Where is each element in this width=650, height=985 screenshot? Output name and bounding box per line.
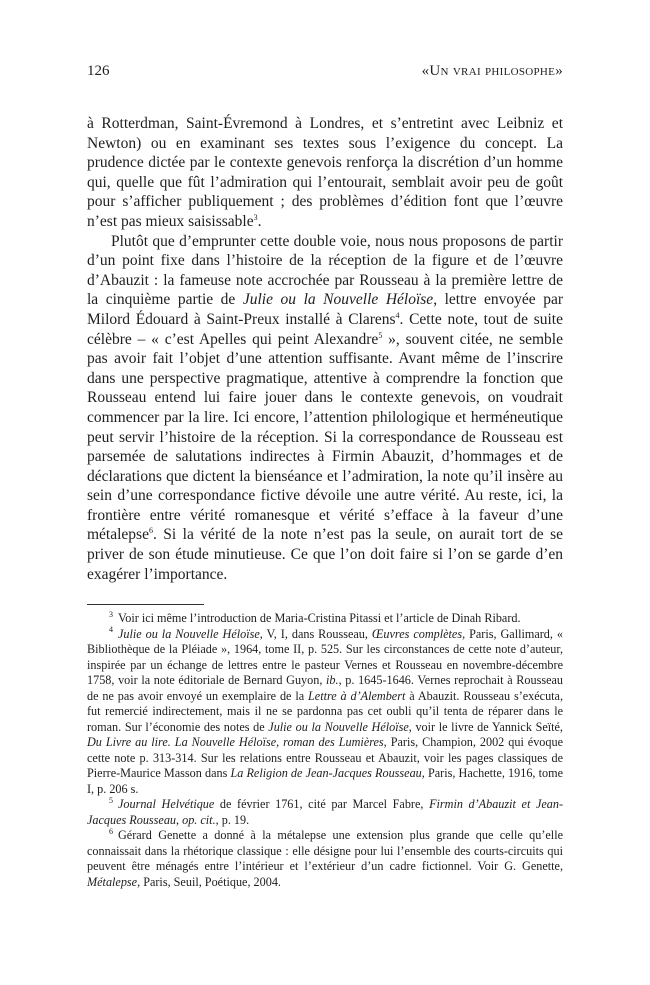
footnote-separator	[87, 604, 204, 605]
footnote-3	[87, 611, 563, 627]
footnote-5-opcit: op. cit.	[182, 812, 216, 827]
footnote-4-text-g: , Paris, Hachette, 1916, tome I, p. 206 s.	[87, 766, 563, 796]
paragraph-1-text: à Rotterdman, Saint-Évremond à Londres, et s’entretint avec Leibniz et Newton) ou en examinant ses textes sous l’exigence du concept. La prudence dictée par le contexte genevois renforça la discrétion d’un homme qui, quelle que fût l’admiration qui l’entourait, semblait avoir peu de goût pour s’afficher publiquement ; des problèmes d’édition font que l’œuvre n’est pas mieux saisissable	[87, 115, 563, 230]
footnote-4	[87, 627, 563, 798]
footnote-ref-4: 4	[395, 310, 400, 320]
paragraph-2-text-b: , lettre envoyée par Milord Édouard à Saint-Preux installé à Clarens	[87, 291, 563, 328]
footnote-4-text-a: , V, I, dans Rousseau,	[259, 626, 372, 641]
footnote-6	[87, 828, 563, 890]
footnote-4-ib: ib.	[326, 673, 339, 687]
footnote-4-livre: Du Livre au lire. La Nouvelle Héloïse, roman des Lumières	[87, 735, 384, 749]
footnote-4-title: Julie ou la Nouvelle Héloïse	[118, 626, 260, 641]
running-title-text: Un vrai philosophe	[429, 63, 556, 79]
footnote-5	[87, 797, 563, 828]
footnote-6-text-b: , Paris, Seuil, Poétique, 2004.	[137, 874, 281, 889]
footnote-4-lettre: Lettre à d’Alembert	[308, 688, 406, 703]
footnote-5-number: 5	[109, 795, 113, 805]
work-title-julie: Julie ou la Nouvelle Héloïse	[242, 291, 434, 309]
paragraph-2-text-a: Plutôt que d’emprunter cette double voie, nous nous proposons de partir d’un point fixe dans l’histoire de la réception de la figure et de l’œuvre d’Abauzit : la fameuse note accrochée par Rousseau à la première lettre de la cinquième partie de	[87, 232, 563, 309]
footnote-5-firmin: Firmin d’Abauzit et Jean-Jacques Rousseau	[87, 797, 564, 827]
running-title-close: »	[555, 63, 563, 79]
footnote-4-text-d: à Abauzit. Rousseau s’exécuta, fut remercié indirectement, mais il ne se pardonna pas cet oubli qu’il tenta de réparer dans le roman. Sur l’économie des notes de	[87, 688, 564, 734]
main-text	[87, 114, 563, 584]
footnote-5-text-a: de février 1761, cité par Marcel Fabre,	[214, 797, 430, 811]
paragraph-2-text-c: . Cette note, tout de suite célèbre – « c’est Apelles qui peint Alexandre	[87, 310, 563, 348]
footnote-6-text-a: Gérard Genette a donné à la métalepse une extension plus grande que celle qu’elle connaissait dans la rhétorique classique : elle désigne pour lui l’ensemble des courts-circuits qui peuvent être ménagés entre l’intérieur et l’extérieur d’un cadre fictionnel. Voir G. Genette,	[87, 828, 563, 873]
paragraph-1-end: .	[257, 212, 262, 230]
paragraph-2-text-d: », souvent citée, ne semble pas avoir fait l’objet d’une attention suffisante. Avant même de l’inscrire dans une perspective pragmatique, attentive à comprendre la fonction que Rousseau entend lui faire jouer dans le contexte genevois, on voudrait commencer par la lire. Ici encore, l’attention philologique et herméneutique peut servir l’histoire de la réception. Si la correspondance de Rousseau est parsemée de salutations indirectes à Firmin Abauzit, d’hommages et de déclarations que dictent la bienséance et l’admiration, la note qu’il insère au sein d’une correspondance fictive dévoile une autre vérité. Au reste, ici, la frontière entre vérité romanesque et vérité s’efface à la faveur d’une métalepse	[87, 330, 563, 544]
footnote-4-text-b: , Paris, Gallimard, « Bibliothèque de la Pléiade », 1964, tome II, p. 525. Sur les circonstances de cette note d’auteur, inspirée par un échange de lettres entre le pasteur Vernes et Rousseau en novembre-décembre 1758, voir la note éditoriale de Bernard Guyon,	[87, 626, 563, 687]
footnote-4-text-f: , Paris, Champion, 2002 qui évoque cette note p. 313-314. Sur les relations entre Rousseau et Abauzit, voir les pages classiques de Pierre-Maurice Masson dans	[87, 735, 563, 780]
footnote-6-number: 6	[109, 826, 113, 836]
running-title-open: «	[421, 63, 430, 79]
footnote-4-works: Œuvres complètes	[371, 626, 463, 641]
footnote-4-julie: Julie ou la Nouvelle Héloïse	[268, 719, 409, 734]
footnote-4-religion: La Religion de Jean-Jacques Rousseau	[230, 766, 422, 780]
footnote-4-text-e: , voir le livre de Yannick Seïté,	[408, 719, 563, 734]
footnote-5-journal: Journal Helvétique	[118, 797, 215, 811]
footnote-5-text-c: , p. 19.	[215, 812, 250, 827]
footnotes	[87, 611, 563, 890]
footnote-4-number: 4	[109, 625, 113, 635]
running-head	[87, 63, 563, 80]
footnote-5-text-b: ,	[176, 812, 183, 827]
paragraph-2-text-e: . Si la vérité de la note n’est pas la seule, on aurait tort de se priver de son étude minutieuse. Ce que l’on doit faire si l’on se garde d’en exagérer l’importance.	[87, 526, 563, 583]
running-title	[422, 63, 563, 80]
footnote-ref-3: 3	[253, 212, 258, 222]
paragraph-2	[87, 232, 563, 585]
footnote-ref-6: 6	[148, 526, 153, 536]
footnote-3-number: 3	[109, 609, 113, 619]
paragraph-1	[87, 114, 563, 232]
footnote-3-text: Voir ici même l’introduction de Maria-Cristina Pitassi et l’article de Dinah Ribard.	[118, 611, 521, 625]
footnote-4-text-c: , p. 1645-1646. Vernes reprochait à Rousseau de ne pas avoir envoyé un exemplaire de la	[87, 673, 563, 703]
footnote-ref-5: 5	[378, 330, 383, 340]
page-number: 126	[87, 63, 110, 79]
footnote-6-metalepse: Métalepse	[87, 874, 138, 889]
